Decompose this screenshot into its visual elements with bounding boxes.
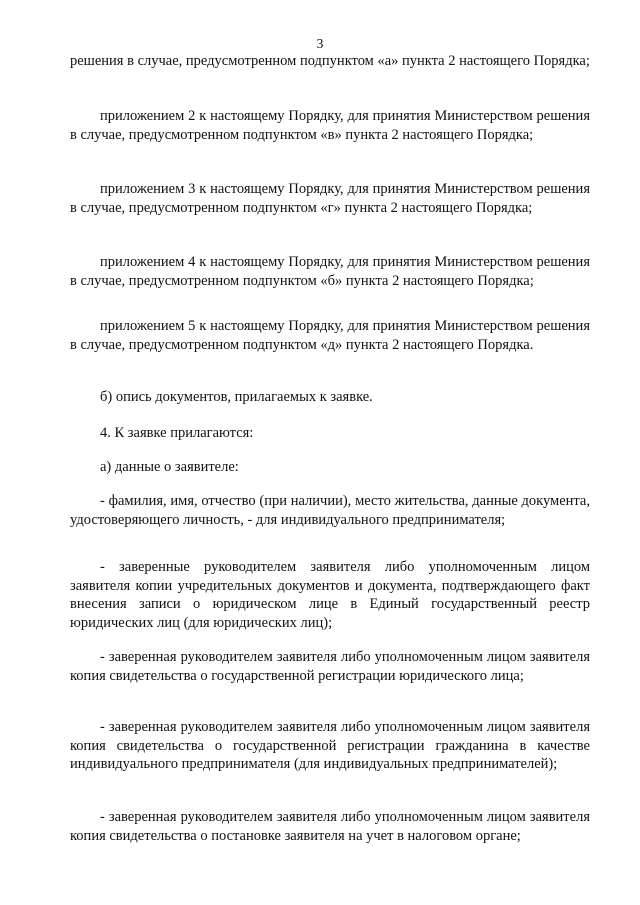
paragraph-appendix-5: приложением 5 к настоящему Порядку, для принятия Министерством решения в случае, предусмотренном подпунктом «д» пункта 2 настоящего Порядка. <box>70 318 590 353</box>
list-item-entrepreneur-registration: - заверенная руководителем заявителя либо уполномоченным лицом заявителя копия свидетельства о государственной регистрации гражданина в качестве индивидуального предпринимателя (для индивидуальных предпринимателей); <box>70 719 590 772</box>
paragraph-appendix-3: приложением 3 к настоящему Порядку, для принятия Министерством решения в случае, предусмотренном подпунктом «г» пункта 2 настоящего Порядка; <box>70 181 590 216</box>
paragraph-applicant-data: а) данные о заявителе: <box>100 459 239 475</box>
list-item-individual: - фамилия, имя, отчество (при наличии), место жительства, данные документа, удостоверяющего личность, - для индивидуального предпринимателя; <box>70 493 590 528</box>
paragraph-appendix-4: приложением 4 к настоящему Порядку, для принятия Министерством решения в случае, предусмотренном подпунктом «б» пункта 2 настоящего Порядка; <box>70 254 590 289</box>
paragraph-continuation-a: решения в случае, предусмотренном подпунктом «а» пункта 2 настоящего Порядка; <box>70 53 590 69</box>
list-item-founding-docs: - заверенные руководителем заявителя либо уполномоченным лицом заявителя копии учредительных документов и документа, подтверждающего факт внесения записи о юридическом лице в Единый государственный реестр юридических лиц (для юридических лиц); <box>70 559 590 631</box>
page-number: 3 <box>316 36 324 51</box>
paragraph-appendix-2: приложением 2 к настоящему Порядку, для принятия Министерством решения в случае, предусмотренном подпунктом «в» пункта 2 настоящего Порядка; <box>70 108 590 143</box>
list-item-legal-registration: - заверенная руководителем заявителя либо уполномоченным лицом заявителя копия свидетельства о государственной регистрации юридического лица; <box>70 649 590 684</box>
list-item-tax-registration: - заверенная руководителем заявителя либо уполномоченным лицом заявителя копия свидетельства о постановке заявителя на учет в налоговом органе; <box>70 809 590 844</box>
paragraph-section-4: 4. К заявке прилагаются: <box>100 425 254 441</box>
paragraph-inventory: б) опись документов, прилагаемых к заявке. <box>100 389 373 405</box>
